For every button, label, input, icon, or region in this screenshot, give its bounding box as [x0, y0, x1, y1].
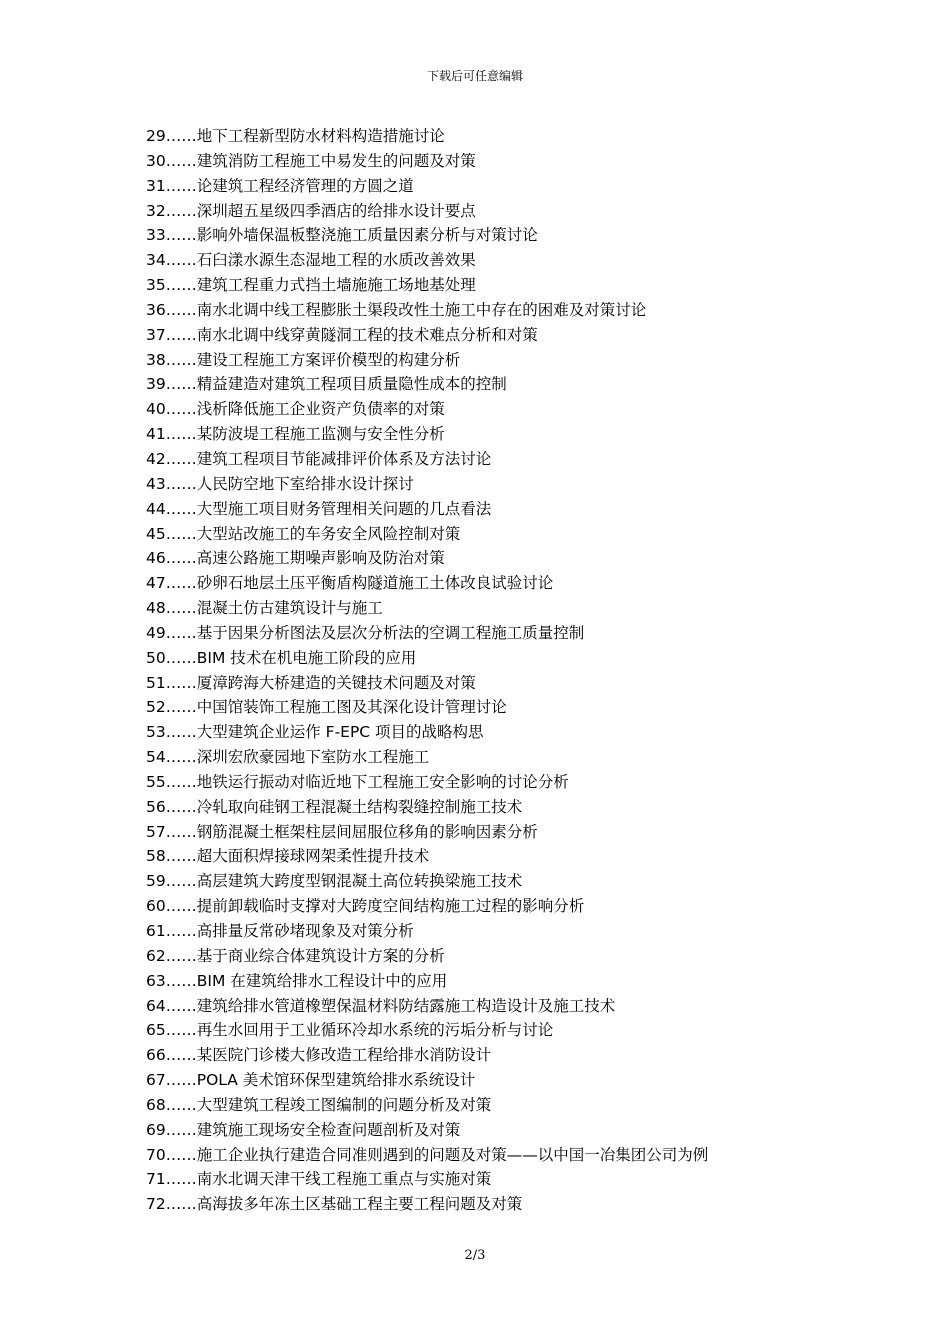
list-item: [146, 621, 846, 646]
list-item: [146, 695, 846, 720]
list-item: [146, 745, 846, 770]
list-item: [146, 1068, 846, 1093]
entry-number: 40……: [146, 400, 197, 419]
entry-number: 36……: [146, 300, 197, 319]
entry-title: 精益建造对建筑工程项目质量隐性成本的控制: [196, 375, 507, 394]
list-item: [146, 994, 846, 1019]
entry-title: 高层建筑大跨度型钢混凝土高位转换梁施工技术: [196, 872, 523, 891]
list-item: [146, 869, 846, 894]
list-item: [146, 472, 846, 497]
entry-number: 69……: [146, 1120, 197, 1139]
list-item: [146, 546, 846, 571]
entry-title: 冷轧取向硅钢工程混凝土结构裂缝控制施工技术: [196, 797, 523, 816]
entry-title: 论建筑工程经济管理的方圆之道: [196, 176, 414, 195]
entry-title: 大型站改施工的车务安全风险控制对策: [196, 524, 461, 543]
entry-number: 34……: [146, 251, 197, 270]
list-item: [146, 273, 846, 298]
entry-number: 46……: [146, 549, 197, 568]
entry-title: 深圳超五星级四季酒店的给排水设计要点: [196, 201, 476, 220]
entry-title: 建设工程施工方案评价模型的构建分析: [196, 350, 461, 369]
entry-number: 38……: [146, 350, 197, 369]
entry-title: 超大面积焊接球网架柔性提升技术: [196, 847, 430, 866]
entry-number: 52……: [146, 698, 197, 717]
entry-number: 68……: [146, 1095, 197, 1114]
entry-number: 32……: [146, 201, 197, 220]
list-item: [146, 1093, 846, 1118]
list-item: [146, 1167, 846, 1192]
entry-title: 某防波堤工程施工监测与安全性分析: [196, 425, 445, 444]
entry-number: 61……: [146, 922, 197, 940]
list-item: [146, 174, 846, 199]
list-item: [146, 820, 846, 845]
entry-number: 65……: [146, 1021, 197, 1040]
entry-title: 影响外墙保温板整浇施工质量因素分析与对策讨论: [196, 226, 538, 245]
list-item: [146, 969, 846, 994]
entry-title: 提前卸载临时支撑对大跨度空间结构施工过程的影响分析: [196, 897, 585, 916]
entry-title: POLA 美术馆环保型建筑给排水系统设计: [196, 1071, 476, 1090]
list-item: [146, 223, 846, 248]
entry-title: 人民防空地下室给排水设计探讨: [196, 474, 414, 493]
list-item: [146, 323, 846, 348]
list-item: [146, 919, 846, 944]
entry-number: 62……: [146, 946, 197, 965]
list-item: [146, 671, 846, 696]
list-item: [146, 298, 846, 323]
list-item: [146, 571, 846, 596]
entry-title: 建筑给排水管道橡塑保温材料防结露施工构造设计及施工技术: [196, 996, 616, 1015]
entry-number: 72……: [146, 1195, 197, 1214]
entry-number: 50……: [146, 648, 197, 667]
entry-number: 70……: [146, 1145, 197, 1164]
entry-number: 59……: [146, 872, 197, 891]
entry-title: 建筑工程项目节能减排评价体系及方法讨论: [196, 449, 492, 468]
list-item: [146, 422, 846, 447]
entry-title: 地下工程新型防水材料构造措施讨论: [196, 127, 445, 145]
entry-number: 31……: [146, 176, 197, 195]
entry-number: 33……: [146, 226, 197, 245]
entry-title: 深圳宏欣豪园地下室防水工程施工: [196, 748, 430, 767]
entry-title: 建筑施工现场安全检查问题剖析及对策: [196, 1120, 461, 1139]
entry-title: BIM 在建筑给排水工程设计中的应用: [196, 971, 448, 990]
entry-title: 某医院门诊楼大修改造工程给排水消防设计: [196, 1046, 492, 1065]
entry-title: 高速公路施工期噪声影响及防治对策: [196, 549, 445, 568]
entry-title: 混凝土仿古建筑设计与施工: [196, 599, 383, 618]
page-indicator: 2/3: [464, 1248, 486, 1263]
entry-title: 再生水回用于工业循环冷却水系统的污垢分析与讨论: [196, 1021, 554, 1040]
list-item: [146, 720, 846, 745]
entry-number: 67……: [146, 1071, 197, 1090]
entry-title: 地铁运行振动对临近地下工程施工安全影响的讨论分析: [196, 772, 569, 791]
entry-title: 建筑工程重力式挡土墙施施工场地基处理: [196, 276, 476, 295]
entry-title: 浅析降低施工企业资产负债率的对策: [196, 400, 445, 419]
list-item: [146, 248, 846, 273]
list-item: [146, 844, 846, 869]
list-item: [146, 1018, 846, 1043]
list-item: [146, 1192, 846, 1217]
entry-title: 南水北调中线工程膨胀土渠段改性土施工中存在的困难及对策讨论: [196, 300, 647, 319]
list-item: [146, 124, 846, 149]
list-item: [146, 149, 846, 174]
entry-number: 29……: [146, 127, 197, 145]
entry-title: 基于因果分析图法及层次分析法的空调工程施工质量控制: [196, 623, 585, 642]
entry-title: 基于商业综合体建筑设计方案的分析: [196, 946, 445, 965]
entry-number: 71……: [146, 1170, 197, 1189]
entry-number: 54……: [146, 748, 197, 767]
page-header: 下载后可任意编辑: [426, 69, 523, 83]
entry-title: 钢筋混凝土框架柱层间屈服位移角的影响因素分析: [196, 822, 538, 841]
entry-number: 64……: [146, 996, 197, 1015]
entry-number: 58……: [146, 847, 197, 866]
list-item: [146, 372, 846, 397]
entry-number: 55……: [146, 772, 197, 791]
list-item: [146, 770, 846, 795]
entry-number: 56……: [146, 797, 197, 816]
entry-title: 施工企业执行建造合同准则遇到的问题及对策——以中国一冶集团公司为例: [196, 1145, 709, 1164]
list-item: [146, 795, 846, 820]
list-item: [146, 497, 846, 522]
entry-number: 42……: [146, 449, 197, 468]
entry-number: 37……: [146, 325, 197, 344]
entry-number: 49……: [146, 623, 197, 642]
entry-list: [146, 124, 846, 1217]
entry-number: 66……: [146, 1046, 197, 1065]
list-item: [146, 199, 846, 224]
entry-number: 63……: [146, 971, 197, 990]
entry-title: 砂卵石地层土压平衡盾构隧道施工土体改良试验讨论: [196, 574, 554, 593]
entry-title: 高排量反常砂堵现象及对策分析: [196, 922, 414, 940]
entry-title: 南水北调天津干线工程施工重点与实施对策: [196, 1170, 492, 1189]
list-item: [146, 1143, 846, 1168]
list-item: [146, 944, 846, 969]
entry-title: 大型施工项目财务管理相关问题的几点看法: [196, 499, 492, 518]
list-item: [146, 646, 846, 671]
entry-number: 39……: [146, 375, 197, 394]
entry-number: 60……: [146, 897, 197, 916]
entry-number: 43……: [146, 474, 197, 493]
entry-title: 中国馆装饰工程施工图及其深化设计管理讨论: [196, 698, 507, 717]
list-item: [146, 348, 846, 373]
entry-number: 41……: [146, 425, 197, 444]
entry-number: 47……: [146, 574, 197, 593]
list-item: [146, 397, 846, 422]
entry-title: 建筑消防工程施工中易发生的问题及对策: [196, 151, 476, 170]
list-item: [146, 447, 846, 472]
entry-number: 57……: [146, 822, 197, 841]
entry-number: 45……: [146, 524, 197, 543]
entry-title: 厦漳跨海大桥建造的关键技术问题及对策: [196, 673, 476, 692]
entry-title: 大型建筑工程竣工图编制的问题分析及对策: [196, 1095, 492, 1114]
list-item: [146, 894, 846, 919]
list-item: [146, 1118, 846, 1143]
entry-title: 高海拔多年冻土区基础工程主要工程问题及对策: [196, 1195, 523, 1214]
entry-title: 南水北调中线穿黄隧洞工程的技术难点分析和对策: [196, 325, 538, 344]
entry-number: 48……: [146, 599, 197, 618]
entry-number: 44……: [146, 499, 197, 518]
entry-number: 35……: [146, 276, 197, 295]
entry-title: 大型建筑企业运作 F-EPC 项目的战略构思: [196, 723, 484, 742]
list-item: [146, 522, 846, 547]
entry-title: 石臼漾水源生态湿地工程的水质改善效果: [196, 251, 476, 270]
entry-number: 53……: [146, 723, 197, 742]
entry-number: 51……: [146, 673, 197, 692]
entry-title: BIM 技术在机电施工阶段的应用: [196, 648, 417, 667]
list-item: [146, 1043, 846, 1068]
list-item: [146, 596, 846, 621]
entry-number: 30……: [146, 151, 197, 170]
